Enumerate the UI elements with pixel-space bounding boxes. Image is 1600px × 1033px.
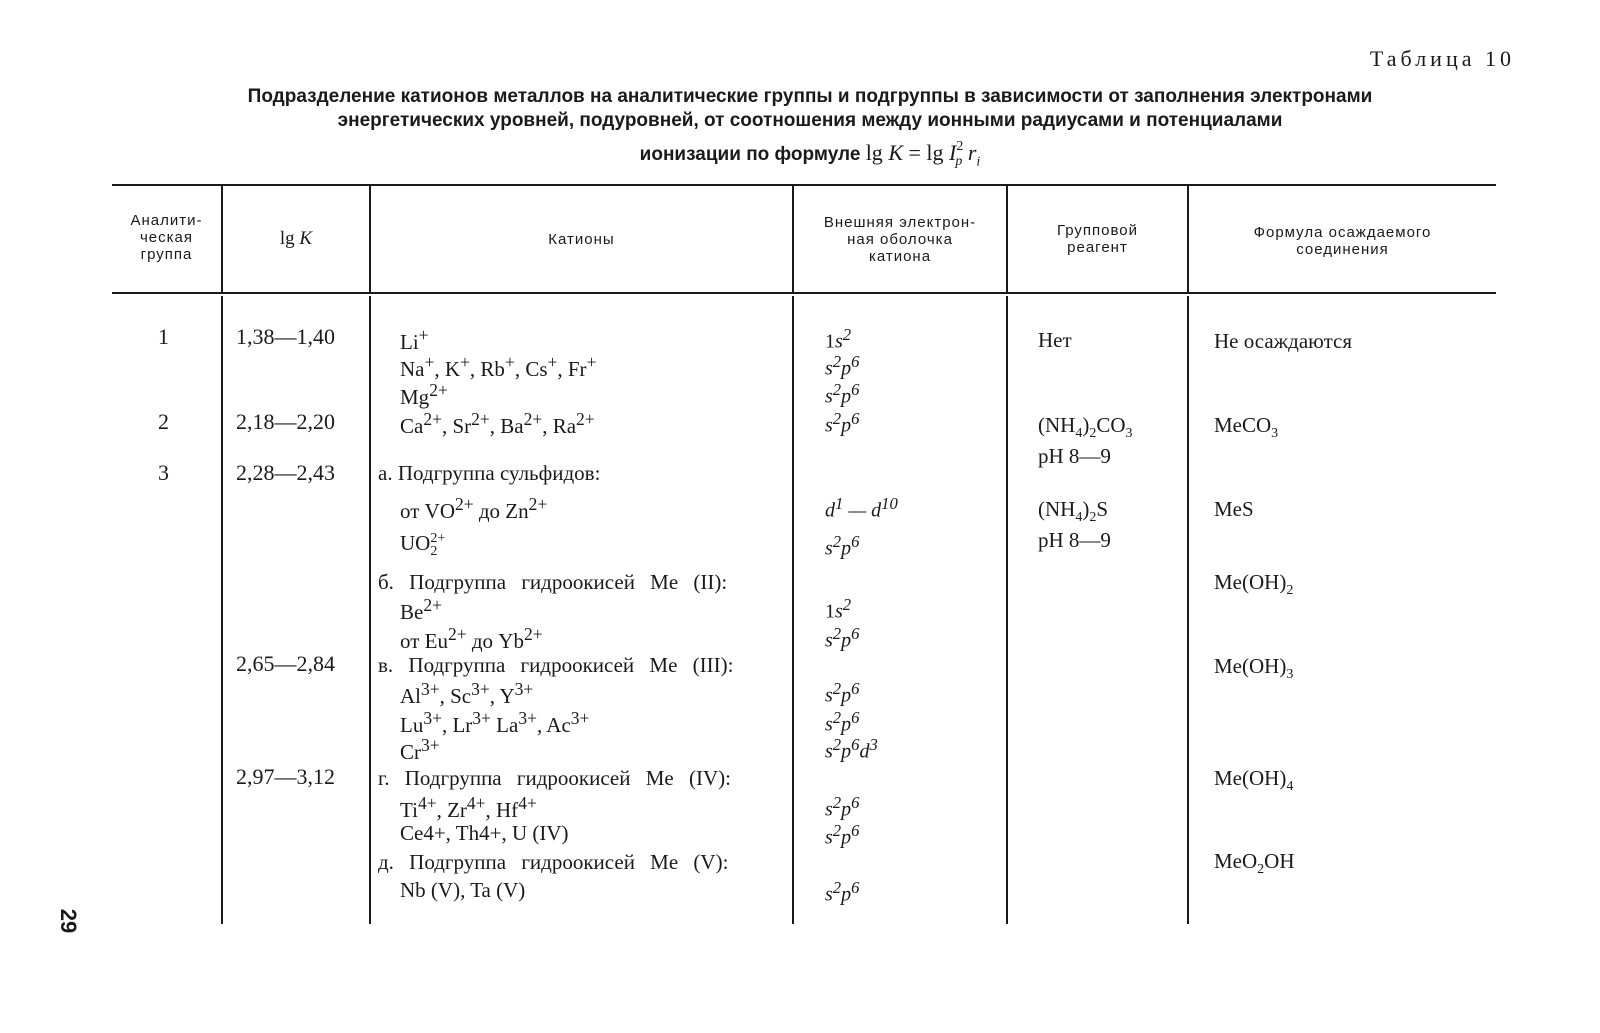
column-divider [792,296,794,924]
shell-config: $s^2p^6$ [825,878,860,906]
shell-config: $d^1$ — $d^{10}$ [825,494,898,522]
lgk-value: 1,38—1,40 [236,324,335,349]
cation-entry: Nb (V), Ta (V) [400,878,526,902]
precipitate-formula: MeS [1214,497,1254,521]
shell-config: $s^2p^6$ [825,624,860,652]
subgroup-heading-hydroxides-iv: г. Подгруппа гидроокисей Me (IV): [378,766,731,790]
shell-config: $s^2p^6$ [825,409,860,437]
group-reagent: $(NH_4)_2S$ pH 8—9 [1038,497,1111,553]
cation-entry: $Cr^{3+}$ [400,735,440,764]
group-number: 3 [158,460,169,485]
cation-entry: $Al^{3+}$, $Sc^{3+}$, $Y^{3+}$ [400,679,534,708]
group-reagent: Нет [1038,328,1072,352]
group-number: 1 [158,324,169,349]
lgk-value: 2,28—2,43 [236,460,335,485]
cation-entry: $Lu^{3+}$, $Lr^{3+}$ $La^{3+}$, $Ac^{3+}$ [400,708,590,737]
group-reagent: $(NH_4)_2CO_3$ pH 8—9 [1038,413,1133,469]
header-bottom-rule [112,292,1496,294]
lgk-value: 2,97—3,12 [236,764,335,789]
cation-entry: от $VO^{2+}$ до $Zn^{2+}$ [400,494,548,523]
precipitate-formula: MeCO$_3$ [1214,413,1279,442]
cation-entry: Na+, K+, Rb+, Cs+, Fr+ [400,352,597,381]
shell-config: $1s^2$ [825,325,852,353]
table-top-rule [112,184,1496,186]
column-divider [1187,296,1189,924]
shell-config: $s^2p^6$ [825,708,860,736]
cation-entry: $Ca^{2+}$, $Sr^{2+}$, $Ba^{2+}$, $Ra^{2+}$ [400,409,595,438]
header-group-reagent: Групповой реагент [1056,222,1139,256]
precipitate-formula: $Me(OH)_2$ [1214,570,1294,599]
shell-config: $s^2p^6$ [825,532,860,560]
subgroup-heading-hydroxides-v: д. Подгруппа гидроокисей Me (V): [378,850,729,874]
cation-entry: Li+ [400,325,429,354]
lgk-value: 2,65—2,84 [236,651,335,676]
header-precipitate-formula: Формула осаждаемого соединения [1253,224,1432,258]
table-caption-line-1: Подразделение катионов металлов на аналитические группы и подгруппы в зависимости от заполнения электронами [247,86,1373,107]
table-caption-line-3: ионизации по формуле $\lg K = \lg I^2_p$ $r_i$ [639,138,981,170]
shell-config: $s^2p^6$ [825,679,860,707]
precipitate-formula: $Me(OH)_3$ [1214,654,1294,683]
header-analytical-group: Аналити- ческая группа [130,212,203,263]
header-lgk: lg K [279,228,313,249]
shell-config: $s^2p^6d^3$ [825,735,878,763]
subgroup-heading-hydroxides-iii: в. Подгруппа гидроокисей Me (III): [378,653,734,677]
shell-config: $1s^2$ [825,595,852,623]
cation-entry: $Be^{2+}$ [400,595,442,624]
subgroup-heading-hydroxides-ii: б. Подгруппа гидроокисей Me (II): [378,570,728,594]
shell-config: $s^2p^6$ [825,380,860,408]
shell-config: $s^2p^6$ [825,352,860,380]
column-divider [369,296,371,924]
column-divider [221,296,223,924]
cation-entry: $UO_2^{2+}$ [400,531,446,560]
precipitate-formula: MeO$_2$OH [1214,849,1295,878]
shell-config: $s^2p^6$ [825,821,860,849]
column-divider [1006,296,1008,924]
subgroup-heading-sulfides: а. Подгруппа сульфидов: [378,461,601,485]
precipitate-formula: $Me(OH)_4$ [1214,766,1294,795]
precipitate-formula: Не осаждаются [1214,329,1352,353]
group-number: 2 [158,409,169,434]
cation-entry: $Ti^{4+}$, $Zr^{4+}$, $Hf^{4+}$ [400,793,537,822]
cation-entry: $Mg^{2+}$ [400,380,448,409]
table-number-label: Таблица 10 [1369,46,1515,71]
shell-config: $s^2p^6$ [825,793,860,821]
cation-entry: Ce4+, Th4+, U (IV) [400,821,569,845]
cation-entry: от $Eu^{2+}$ до $Yb^{2+}$ [400,624,543,653]
table-caption-line-2: энергетических уровней, подуровней, от соотношения между ионными радиусами и потенциалами [337,110,1283,131]
lgk-value: 2,18—2,20 [236,409,335,434]
header-cations: Катионы [548,231,615,248]
header-outer-shell: Внешняя электрон- ная оболочка катиона [823,214,977,265]
page-number: 29 [56,908,82,934]
